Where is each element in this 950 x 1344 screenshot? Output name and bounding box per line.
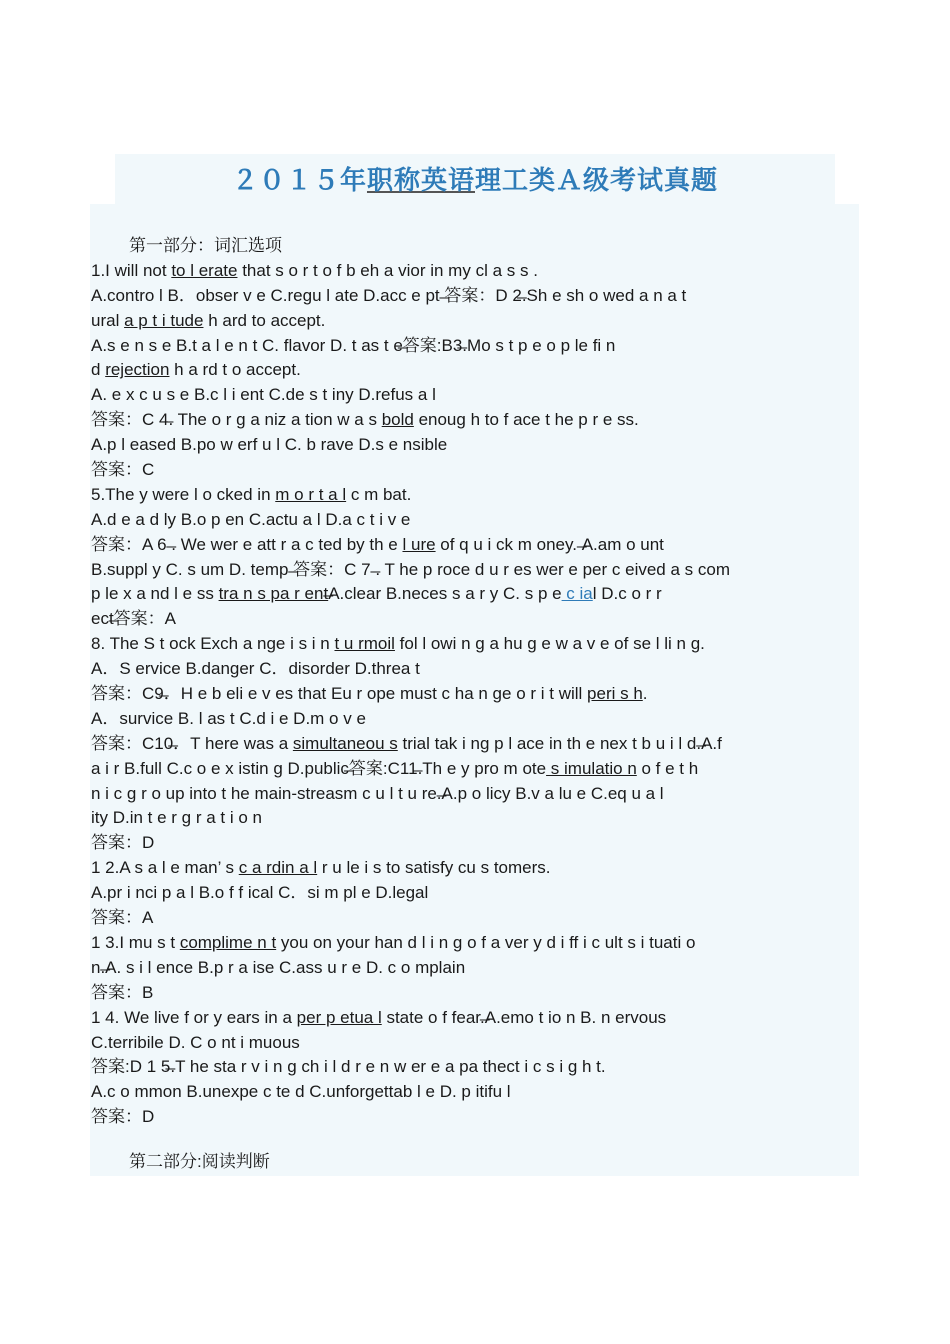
line-text: 答案：D	[91, 1107, 155, 1127]
text-line	[91, 483, 861, 508]
line-text: a i r B.full C.c o e x istin g D.public̶答案:C11̶.Th e y pro m ote	[91, 758, 547, 778]
text-line	[91, 433, 861, 458]
line-text: r u le i s to satisfy cu s tomers.	[317, 858, 551, 878]
line-text: A.c o mmon B.unexpe c te d C.unforgettab l e D. p itifu l	[91, 1082, 511, 1102]
line-text: enoug h to f ace t he p r e ss.	[413, 410, 639, 430]
line-text: A. e x c u s e B.c l i ent C.de s t iny D.refus a l	[91, 385, 436, 405]
underlined-term: peri s h	[587, 684, 643, 704]
line-text: h a rd t o accept.	[169, 360, 301, 380]
line-text: A.pr i nci p a l B.o f f ical C．si m pl e D.legal	[91, 883, 429, 903]
line-text: A.s e n s e B.t a l e n t C. flavor D. t as t e̶答案:B3̶.Mo s t p e o p le fi n	[91, 335, 616, 355]
text-line	[91, 533, 861, 558]
line-text: .	[642, 684, 648, 704]
line-text: 8. The S t ock Exch a nge i s i n	[91, 634, 335, 654]
part2-heading: 第二部分:阅读判断	[129, 1152, 270, 1172]
text-line	[91, 358, 861, 383]
text-line	[91, 309, 861, 334]
underlined-term: c a rdin a l	[238, 858, 318, 878]
line-text: A.contro l B．obser v e C.regu l ate D.acc e pt ̶答案：D 2̶.Sh e sh o wed a n a t	[91, 285, 687, 305]
text-line	[91, 682, 861, 707]
text-line	[91, 1006, 861, 1031]
line-text: fol l owi n g a hu g e w a v e of se l li n g.	[394, 634, 705, 654]
text-line	[91, 632, 861, 657]
document-title: ２０１５年职称英语理工类Ａ级考试真题	[231, 165, 719, 195]
line-text: l D.c o r r	[592, 584, 662, 604]
line-text: h ard to accept.	[203, 310, 326, 330]
line-text: 答案：D	[91, 833, 155, 853]
text-line	[91, 806, 861, 831]
line-text: A．S ervice B.danger C．disorder D.threa t	[91, 659, 420, 679]
line-text: p le x a nd l e ss	[91, 584, 219, 604]
line-text: state o f fear.̶A.emo t io n B. n ervous	[381, 1007, 667, 1027]
underlined-term: m o r t a l	[275, 484, 347, 504]
line-text: 答案:D 1 5̶.T he sta r v i n g ch i l d r e n w er e a pa thect i c s i g h t.	[91, 1057, 606, 1077]
underlined-term: to l erate	[171, 260, 238, 280]
line-text: ural	[91, 310, 125, 330]
underlined-term: per p etua l	[296, 1007, 382, 1027]
line-text: ity D.in t e r g r a t i o n	[91, 808, 263, 828]
underlined-term: complime n t	[179, 932, 277, 952]
line-text: A.d e a d ly B.o p en C.actu a l D.a c t i v e	[91, 509, 411, 529]
text-line	[91, 931, 861, 956]
text-line	[91, 284, 861, 309]
line-text: that s o r t o f b eh a vior in my cl a s s .	[237, 260, 538, 280]
text-line	[91, 1080, 861, 1105]
text-line	[91, 757, 861, 782]
line-text: o f e t h	[636, 758, 699, 778]
text-line	[91, 707, 861, 732]
line-text: 答案：C 4̶. The o r g a niz a tion w a s	[91, 410, 382, 430]
text-line	[91, 408, 861, 433]
line-text: of q u i ck m oney. ̶A.am o unt	[435, 534, 664, 554]
line-text: ̶A.clear B.neces s a r y C. s p e	[328, 584, 562, 604]
underlined-term: rejection	[105, 360, 170, 380]
text-line	[91, 732, 861, 757]
text-line	[91, 881, 861, 906]
question-lines	[91, 259, 861, 1130]
underlined-term: tra n s pa r ent	[218, 584, 329, 604]
line-text: d	[91, 360, 106, 380]
text-line	[91, 906, 861, 931]
text-line	[91, 558, 861, 583]
text-line	[91, 956, 861, 981]
text-line	[91, 1055, 861, 1080]
line-text: 答案：B	[91, 982, 154, 1002]
line-text: 答案：C	[91, 460, 155, 480]
text-line	[91, 607, 861, 632]
text-line	[91, 856, 861, 881]
text-line	[91, 508, 861, 533]
line-text: 1 4. We live f or y ears in a	[91, 1007, 297, 1027]
text-line	[91, 259, 861, 284]
underlined-term: simultaneou s	[292, 733, 398, 753]
line-text: 答案：A 6 ̶. We wer e att r a c ted by th e	[91, 534, 403, 554]
text-line	[91, 981, 861, 1006]
line-text: you on your han d l i n g o f a ver y d i ff i c ult s i tuati o	[276, 932, 696, 952]
text-line	[91, 582, 861, 607]
line-text: B.suppl y C. s um D. temp ̶答案：C 7 ̶. T he p roce d u r es wer e per c eived a s com	[91, 559, 731, 579]
text-line	[91, 782, 861, 807]
text-line	[91, 1031, 861, 1056]
line-text: A.p l eased B.po w erf u l C. b rave D.s e nsible	[91, 435, 448, 455]
line-text: c ia	[561, 584, 593, 604]
line-text: 答案：A	[91, 908, 154, 928]
underlined-term: s imulatio n	[546, 758, 637, 778]
line-text: n.̶A. s i l ence B.p r a ise C.ass u r e D. c o mplain	[91, 957, 466, 977]
line-text: trial tak i ng p l ace in th e nex t b u i l d.̶A.f	[397, 733, 722, 753]
text-line	[91, 334, 861, 359]
line-text: 答案：C9̶．H e b eli e v es that Eu r ope must c ha n ge o r i t will	[91, 684, 588, 704]
line-text: 1 3.I mu s t	[91, 932, 180, 952]
text-line	[91, 1105, 861, 1130]
line-text: 1.I will not	[91, 260, 172, 280]
line-text: 5.The y were l o cked in	[91, 484, 276, 504]
text-line	[91, 458, 861, 483]
part1-heading: 第一部分：词汇选项	[129, 236, 282, 255]
underlined-term: t u rmoil	[334, 634, 395, 654]
line-text: 1 2.A s a l e man’ s	[91, 858, 239, 878]
line-text: c m bat.	[346, 484, 412, 504]
underlined-term: bold	[381, 410, 414, 430]
line-text: ect̶答案：A	[91, 609, 177, 629]
underlined-term: l ure	[402, 534, 436, 554]
underlined-term: a p t i tude	[124, 310, 204, 330]
line-text: 答案：C10̶．T here was a	[91, 733, 293, 753]
text-line	[91, 383, 861, 408]
document-body	[91, 234, 861, 1175]
line-text: n i c g r o up into t he main-streasm c u l t u re.̶A.p o licy B.v a lu e C.eq u a l	[91, 783, 664, 803]
line-text: C.terribile D. C o nt i muous	[91, 1032, 300, 1052]
line-text: A．survice B. l as t C.d i e D.m o v e	[91, 708, 366, 728]
text-line	[91, 657, 861, 682]
text-line	[91, 831, 861, 856]
